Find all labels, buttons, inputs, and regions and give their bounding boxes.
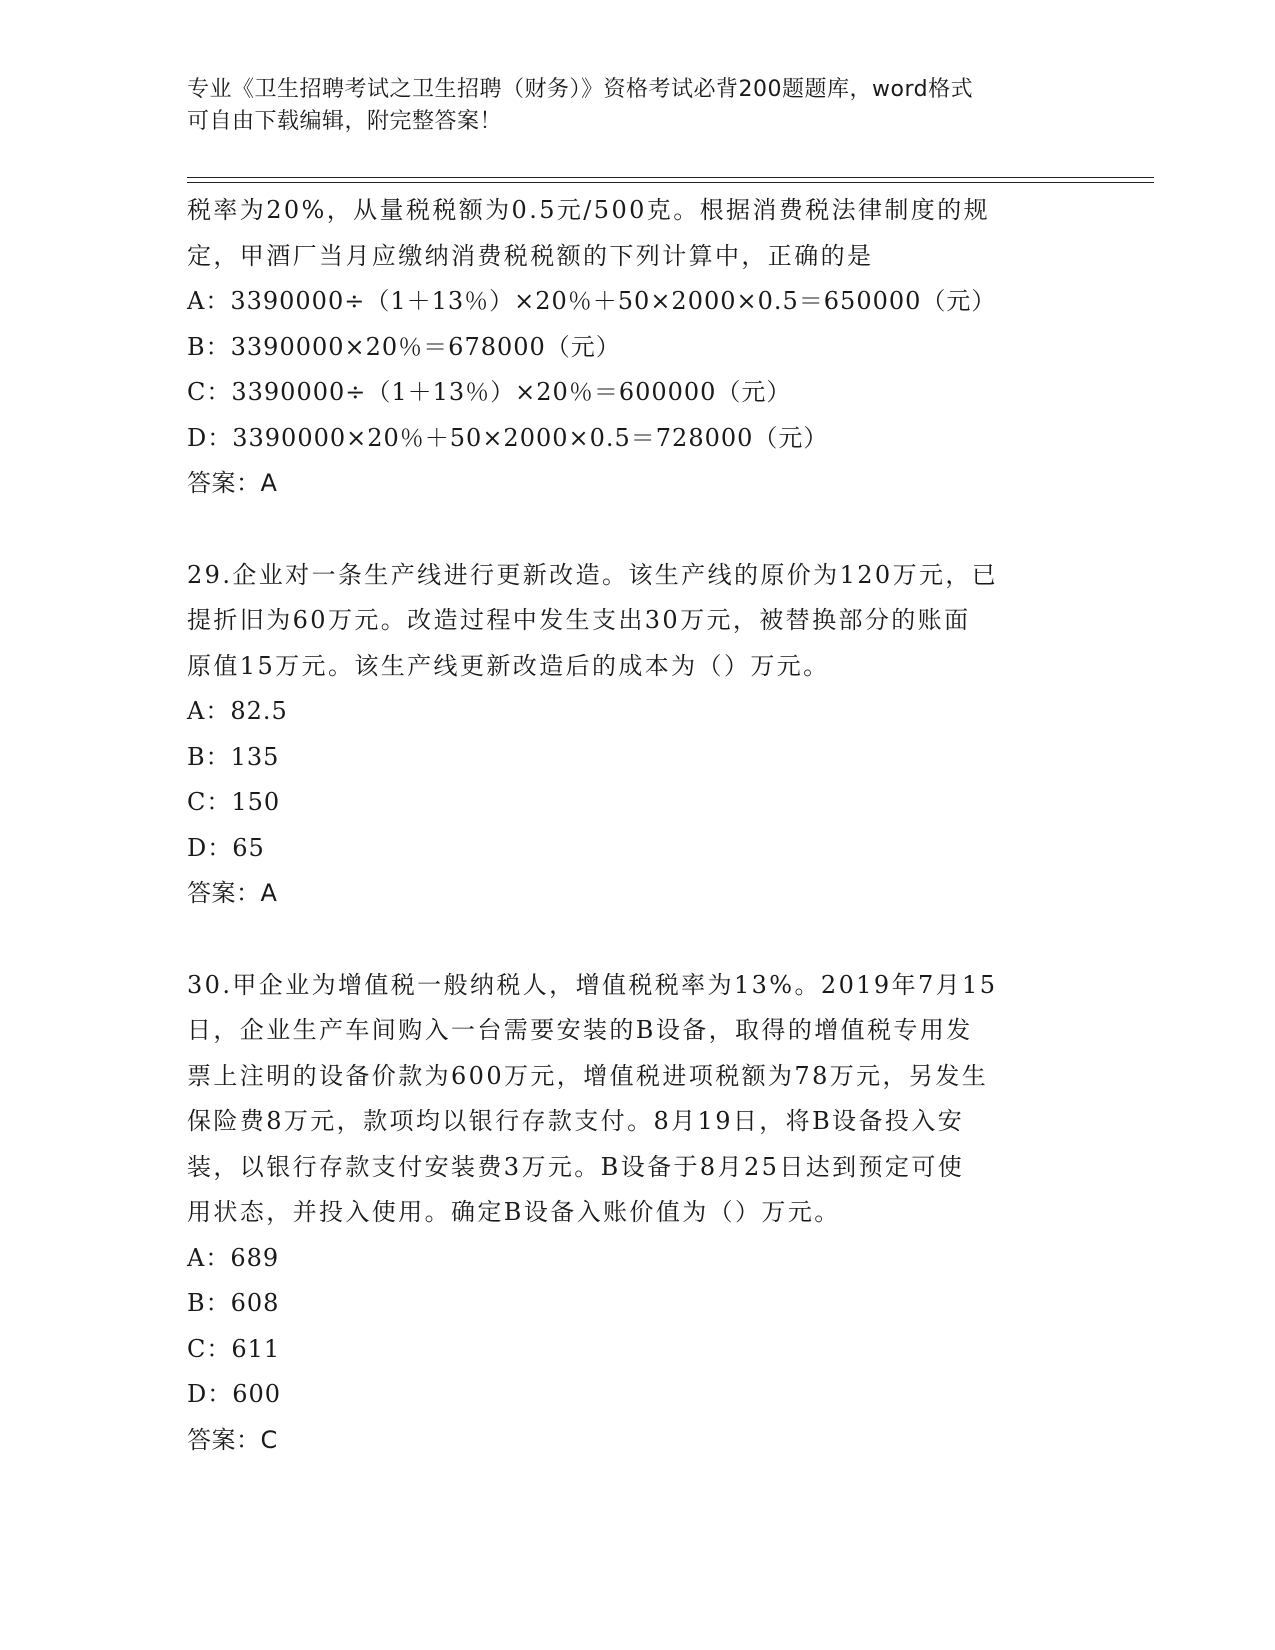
document-body [187,188,1087,1463]
header-divider-bottom [187,182,1154,183]
option-d: D：600 [187,1380,282,1408]
header-divider-top [187,177,1154,178]
option-c: C：611 [187,1334,281,1363]
option-b: B：135 [187,742,280,771]
option-b: B：608 [187,1289,280,1317]
question-29 [187,553,1087,917]
answer-line: 答案：A [187,469,278,497]
question-30 [187,963,1087,1464]
option-d: D：3390000×20％＋50×2000×0.5＝728000（元） [187,423,829,452]
question-28 [187,188,1087,507]
question-text-line: 票上注明的设备价款为600万元，增值税进项税额为78万元，另发生 [187,1061,989,1090]
question-text-line: 29.企业对一条生产线进行更新改造。该生产线的原价为120万元，已 [187,560,999,589]
question-text-line: 原值15万元。该生产线更新改造后的成本为（）万元。 [187,651,830,680]
question-spacer [187,917,1087,963]
question-text-line: 保险费8万元，款项均以银行存款支付。8月19日，将B设备投入安 [187,1107,965,1135]
question-text-line: 30.甲企业为增值税一般纳税人，增值税税率为13%。2019年7月15 [187,970,998,999]
answer-line: 答案：C [187,1425,278,1454]
question-text-line: 提折旧为60万元。改造过程中发生支出30万元，被替换部分的账面 [187,606,971,634]
question-text-line: 用状态，并投入使用。确定B设备入账价值为（）万元。 [187,1198,841,1226]
question-spacer [187,507,1087,553]
question-text-line: 日，企业生产车间购入一台需要安装的B设备，取得的增值税专用发 [187,1016,973,1044]
option-a: A：3390000÷（1＋13％）×20％＋50×2000×0.5＝650000（元） [187,287,997,315]
header-title-line-1: 专业《卫生招聘考试之卫生招聘（财务）》资格考试必背200题题库，word格式 [187,77,974,102]
document-header [187,74,1067,138]
question-text-line: 税率为20%，从量税税额为0.5元/500克。根据消费税法律制度的规 [187,196,991,224]
header-title-line-2: 可自由下载编辑，附完整答案！ [187,109,503,134]
option-a: A：689 [187,1243,280,1272]
question-text-line: 定，甲酒厂当月应缴纳消费税税额的下列计算中，正确的是 [187,241,874,270]
answer-line: 答案：A [187,879,278,907]
option-c: C：3390000÷（1＋13％）×20％＝600000（元） [187,378,792,406]
question-text-line: 装，以银行存款支付安装费3万元。B设备于8月25日达到预定可使 [187,1152,965,1181]
option-b: B：3390000×20％＝678000（元） [187,332,621,361]
option-d: D：65 [187,833,265,862]
option-a: A：82.5 [187,697,288,725]
option-c: C：150 [187,788,281,816]
